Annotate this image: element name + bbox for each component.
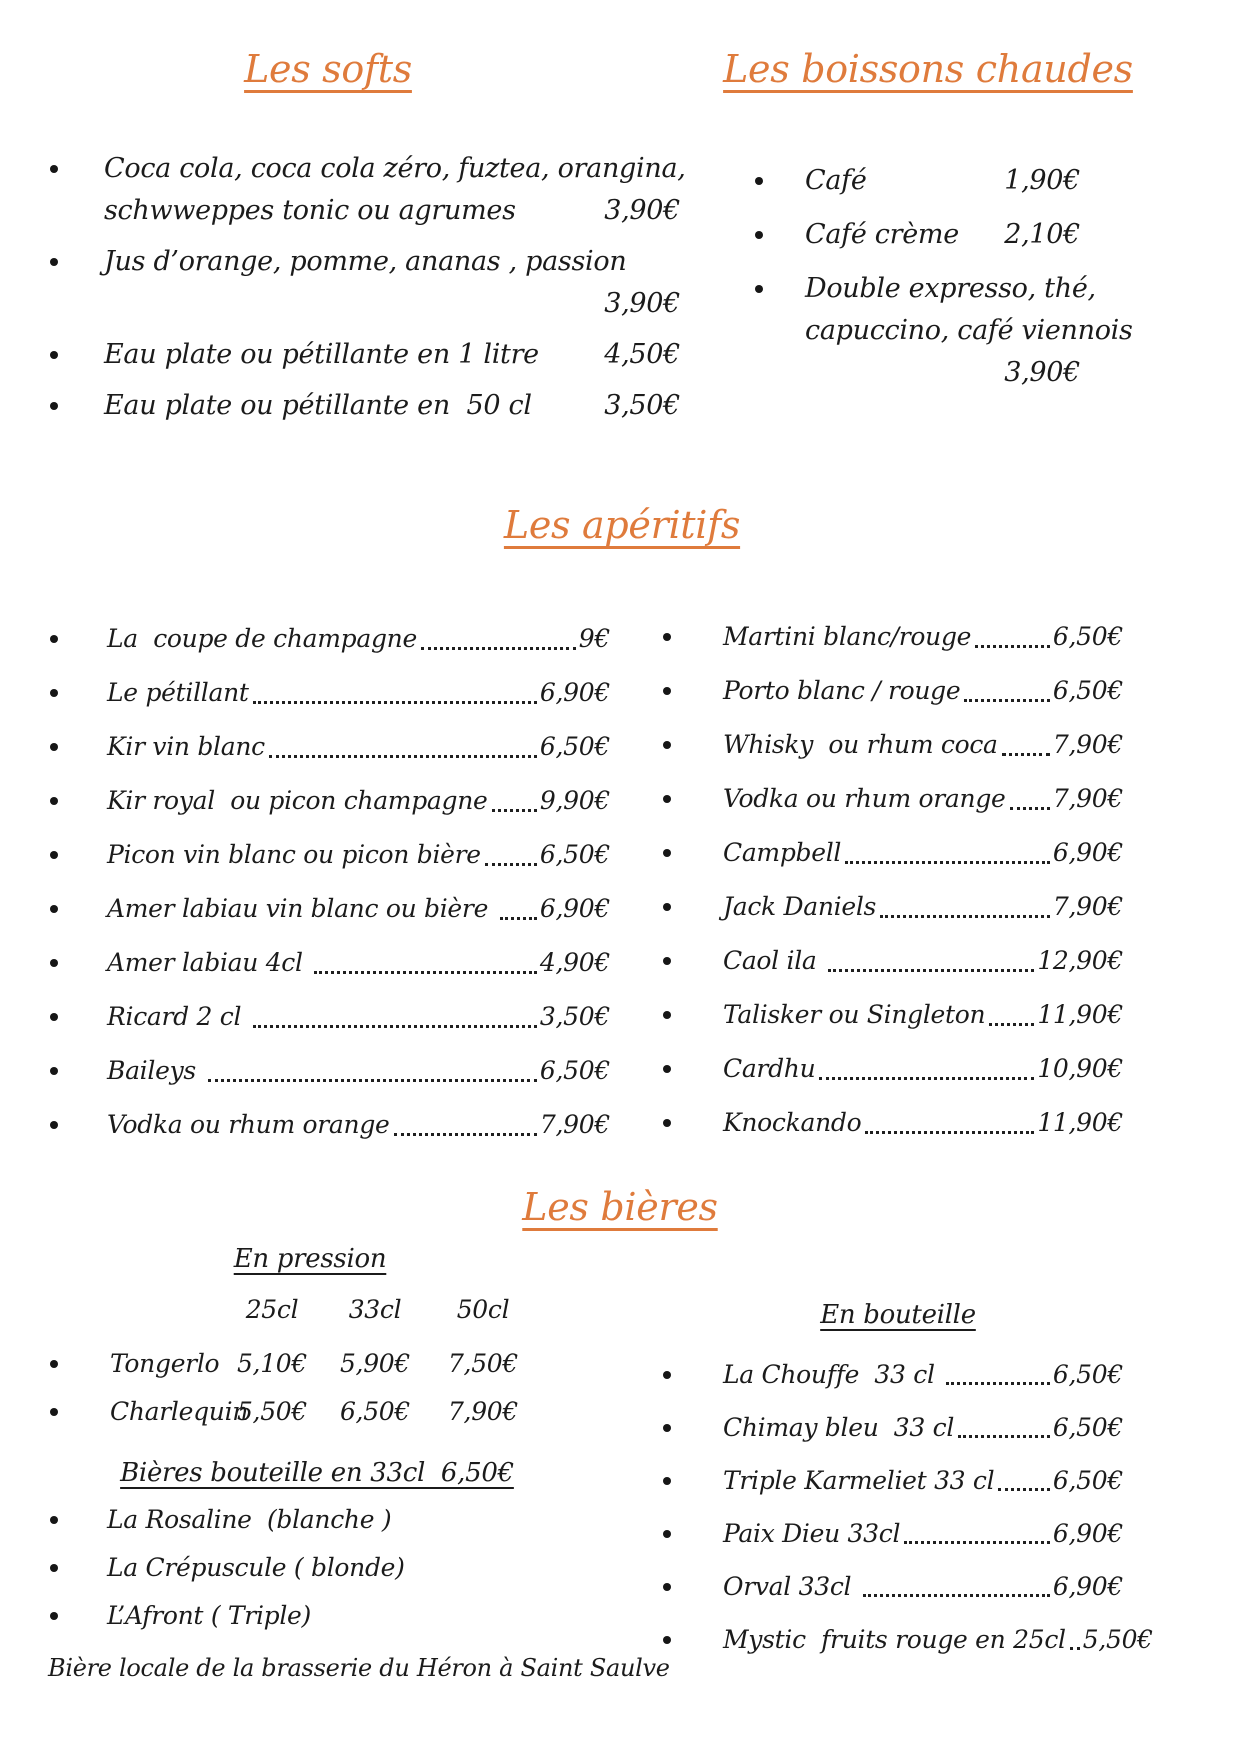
item-name: schwweppes tonic ou agrumes [104,195,516,226]
dotted-leader [253,701,537,704]
menu-item-row [653,1348,1123,1401]
item-name: Campbell [723,838,842,867]
menu-line [40,283,680,325]
item-price: 4,90€ [539,948,610,977]
bullet-cell [653,934,723,988]
dotted-leader [964,699,1050,702]
bullet-cell [40,148,104,190]
item-name: L’Afront ( Triple) [107,1601,311,1630]
dotted-leader [845,861,1050,864]
bullet-cell [40,1340,110,1388]
pression-row [40,1388,600,1436]
bullet-dot-icon [50,689,58,697]
item-price: 11,90€ [1037,1108,1123,1137]
item-name: Martini blanc/rouge [723,622,972,651]
bullet-dot-icon [50,851,58,859]
item-name: Vodka ou rhum orange [107,1110,390,1139]
item-name: Cardhu [723,1054,816,1083]
bullet-cell [40,612,107,666]
bullet-cell [40,283,104,325]
bullet-dot-icon [755,285,763,293]
bullet-cell [653,1042,723,1096]
menu-item-row [653,1613,1153,1666]
bullet-dot-icon [50,1013,58,1021]
menu-line [745,268,1096,310]
menu-item-row [40,1592,600,1640]
section-title-softs: Les softs [244,47,412,91]
item-name: Baileys [107,1056,204,1085]
item-price: 5,50€ [1082,1625,1153,1654]
menu-item-row [653,772,1123,826]
bullet-cell [40,241,104,283]
menu-item-row [653,826,1123,880]
item-name: La Crépuscule ( blonde) [107,1553,405,1582]
item-price: 6,90€ [1052,1519,1123,1548]
item-price: 6,50€ [539,840,610,869]
item-price: 6,90€ [1052,1572,1123,1601]
bullet-cell [40,990,107,1044]
menu-item-row [653,880,1123,934]
bullet-dot-icon [663,1011,671,1019]
dotted-leader [1010,807,1050,810]
item-name: Ricard 2 cl [107,1002,249,1031]
menu-item-row [653,1042,1123,1096]
bullet-dot-icon [50,1408,58,1416]
item-name: La coupe de champagne [107,624,417,653]
dotted-leader [1070,1647,1080,1650]
dotted-leader [492,809,537,812]
item-price: 6,50€ [1052,1466,1123,1495]
item-name: Jus d’orange, pomme, ananas , passion [104,246,627,277]
item-price: 9,90€ [539,786,610,815]
item-price: 1,90€ [1004,165,1080,196]
bullet-cell [653,772,723,826]
pression-size-header-row [40,1288,600,1332]
menu-line [40,148,686,190]
item-price: 10,90€ [1037,1054,1123,1083]
section-title-aperitifs: Les apéritifs [503,503,741,547]
aperitifs-left-column [40,612,610,1152]
menu-item-row [653,934,1123,988]
bullet-dot-icon [663,741,671,749]
item-name: Eau plate ou pétillante en 1 litre [104,339,539,370]
bullet-dot-icon [755,177,763,185]
item-price: 9€ [578,624,610,653]
item-name: Mystic fruits rouge en 25cl [723,1625,1066,1654]
menu-item-row [653,1096,1123,1150]
bullet-cell [40,1388,110,1436]
item-price: 6,50€ [1052,1413,1123,1442]
dotted-leader [485,863,537,866]
item-price: 6,50€ [539,732,610,761]
item-price: 6,50€ [1052,622,1123,651]
dotted-leader [946,1382,1050,1385]
bullet-cell [40,936,107,990]
item-name: Amer labiau vin blanc ou bière [107,894,496,923]
bullet-cell [40,1044,107,1098]
item-name: Eau plate ou pétillante en 50 cl [104,390,532,421]
item-name: Chimay bleu 33 cl [723,1413,955,1442]
item-name: Talisker ou Singleton [723,1000,986,1029]
subheading-en-bouteille: En bouteille [820,1300,976,1330]
bullet-cell [653,880,723,934]
item-price: 6,90€ [1052,838,1123,867]
bullet-cell [653,1613,723,1666]
menu-item-row [40,1044,610,1098]
item-name: capuccino, café viennois [805,315,1133,346]
item-price: 3,50€ [604,390,680,421]
bullet-cell [40,1496,107,1544]
dotted-leader [865,1131,1034,1134]
section-title-bieres: Les bières [522,1185,718,1229]
bullet-cell [653,1454,723,1507]
bullet-dot-icon [663,903,671,911]
bullet-dot-icon [663,1477,671,1485]
menu-item-row [40,612,610,666]
item-price: 7,90€ [1052,784,1123,813]
bullet-cell [653,826,723,880]
menu-item-row [653,988,1123,1042]
item-price: 2,10€ [1004,219,1080,250]
bullet-cell [745,268,805,310]
bullet-dot-icon [663,1424,671,1432]
dotted-leader [975,645,1050,648]
price-50cl: 7,90€ [447,1397,519,1426]
bullet-dot-icon [50,905,58,913]
section-title-boissons-chaudes: Les boissons chaudes [723,47,1133,91]
menu-line [40,190,680,232]
bullet-cell [40,774,107,828]
aperitifs-right-column [653,610,1123,1150]
item-name: Café crème [805,219,959,250]
menu-item-row [653,664,1123,718]
bullet-dot-icon [663,957,671,965]
item-price: 3,50€ [539,1002,610,1031]
bullet-dot-icon [50,1516,58,1524]
bullet-dot-icon [50,1360,58,1368]
bullet-cell [745,160,805,202]
bullet-dot-icon [50,743,58,751]
item-price: 7,90€ [1052,730,1123,759]
menu-item-row [40,1544,600,1592]
dotted-leader [421,647,576,650]
item-name: Kir vin blanc [107,732,265,761]
item-name: Le pétillant [107,678,249,707]
bullet-cell [653,1401,723,1454]
subheading-en-pression: En pression [233,1244,387,1274]
dotted-leader [904,1541,1050,1544]
dotted-leader [863,1594,1050,1597]
dotted-leader [500,917,537,920]
pression-size-header: 50cl [456,1295,510,1324]
subheading-bieres-bouteille-33cl: Bières bouteille en 33cl 6,50€ [120,1458,514,1488]
item-price: 6,90€ [539,894,610,923]
item-price: 6,90€ [539,678,610,707]
menu-line [745,160,1080,202]
item-price: 7,90€ [539,1110,610,1139]
menu-item-row [40,1496,600,1544]
bullet-cell [653,610,723,664]
item-price: 6,50€ [539,1056,610,1085]
bullet-cell [40,882,107,936]
bullet-dot-icon [50,1067,58,1075]
menu-item-row [653,1560,1123,1613]
dotted-leader [253,1025,537,1028]
bullet-cell [40,666,107,720]
bullet-dot-icon [663,1371,671,1379]
en-bouteille-list [653,1348,1153,1666]
beer-name: Tongerlo [110,1349,220,1378]
bullet-cell [40,334,104,376]
item-price: 11,90€ [1037,1000,1123,1029]
bullet-cell [40,1098,107,1152]
bullet-dot-icon [663,687,671,695]
bullet-dot-icon [663,1636,671,1644]
item-name: Paix Dieu 33cl [723,1519,901,1548]
dotted-leader [819,1077,1034,1080]
bullet-dot-icon [50,959,58,967]
pression-table [40,1332,600,1436]
bullet-dot-icon [663,1583,671,1591]
bullet-cell [40,190,104,232]
dotted-leader [989,1023,1034,1026]
item-name: Caol ila [723,946,825,975]
bullet-cell [745,310,805,352]
bullet-dot-icon [755,231,763,239]
menu-item-row [653,1507,1123,1560]
bullet-dot-icon [663,1119,671,1127]
menu-item-row [40,936,610,990]
menu-line [40,334,680,376]
price-33cl: 6,50€ [339,1397,411,1426]
bieres-bouteille-33cl-list [40,1496,600,1640]
item-price: 6,50€ [1052,1360,1123,1389]
pression-size-header: 33cl [348,1295,402,1324]
item-name: Knockando [723,1108,862,1137]
item-price: 4,50€ [604,339,680,370]
bullet-dot-icon [663,633,671,641]
bullet-cell [653,718,723,772]
bullet-cell [653,1348,723,1401]
price-33cl: 5,90€ [339,1349,411,1378]
bullet-cell [745,352,805,394]
dotted-leader [880,915,1050,918]
bullet-cell [40,828,107,882]
dotted-leader [269,755,537,758]
bullet-dot-icon [663,1530,671,1538]
menu-item-row [653,718,1123,772]
item-price: 3,90€ [604,288,680,319]
bullet-dot-icon [663,795,671,803]
price-50cl: 7,50€ [447,1349,519,1378]
dotted-leader [998,1488,1050,1491]
item-name: Jack Daniels [723,892,877,921]
item-name: La Rosaline (blanche ) [107,1505,392,1534]
item-name: La Chouffe 33 cl [723,1360,943,1389]
menu-item-row [40,990,610,1044]
dotted-leader [394,1133,537,1136]
bullet-cell [40,1592,107,1640]
bullet-dot-icon [663,1065,671,1073]
menu-line [745,310,1133,352]
item-price: 6,50€ [1052,676,1123,705]
menu-line [745,352,1080,394]
softs-list [40,148,686,427]
bullet-dot-icon [50,1564,58,1572]
item-name: Orval 33cl [723,1572,859,1601]
bullet-dot-icon [50,165,58,173]
item-name: Kir royal ou picon champagne [107,786,488,815]
menu-item-row [40,774,610,828]
item-name: Double expresso, thé, [805,273,1096,304]
item-price: 12,90€ [1037,946,1123,975]
bullet-cell [653,1096,723,1150]
bullet-dot-icon [663,849,671,857]
dotted-leader [828,969,1034,972]
bullet-cell [745,214,805,256]
menu-line [40,385,680,427]
item-name: Café [805,165,867,196]
item-name: Amer labiau 4cl [107,948,311,977]
menu-item-row [40,720,610,774]
item-name: Whisky ou rhum coca [723,730,998,759]
pression-size-header: 25cl [245,1295,299,1324]
bullet-dot-icon [50,351,58,359]
menu-item-row [40,1098,610,1152]
menu-item-row [653,1454,1123,1507]
bullet-cell [653,664,723,718]
local-brewery-note: Bière locale de la brasserie du Héron à Saint Saulve [48,1654,670,1682]
menu-line [745,214,1080,256]
bullet-cell [40,385,104,427]
item-name: Coca cola, coca cola zéro, fuztea, orangina, [104,153,686,184]
menu-item-row [40,666,610,720]
item-name: Picon vin blanc ou picon bière [107,840,481,869]
dotted-leader [208,1079,537,1082]
menu-item-row [653,1401,1123,1454]
bullet-cell [40,720,107,774]
item-price: 3,90€ [604,195,680,226]
dotted-leader [314,971,537,974]
bullet-dot-icon [50,402,58,410]
bullet-dot-icon [50,1121,58,1129]
bullet-dot-icon [50,258,58,266]
bullet-cell [653,1560,723,1613]
dotted-leader [1002,753,1050,756]
bullet-cell [653,1507,723,1560]
item-price: 3,90€ [1004,357,1080,388]
price-25cl: 5,10€ [236,1349,308,1378]
boissons-chaudes-list [745,160,1133,394]
dotted-leader [958,1435,1050,1438]
beer-name: Charlequin [110,1397,249,1426]
bullet-cell [653,988,723,1042]
item-price: 7,90€ [1052,892,1123,921]
menu-line [40,241,680,283]
item-name: Triple Karmeliet 33 cl [723,1466,995,1495]
item-name: Vodka ou rhum orange [723,784,1006,813]
price-25cl: 5,50€ [236,1397,308,1426]
bullet-dot-icon [50,1612,58,1620]
bullet-dot-icon [50,797,58,805]
pression-row [40,1340,600,1388]
item-name: Porto blanc / rouge [723,676,961,705]
bullet-cell [40,1544,107,1592]
bullet-dot-icon [50,635,58,643]
menu-item-row [40,882,610,936]
menu-item-row [40,828,610,882]
menu-item-row [653,610,1123,664]
